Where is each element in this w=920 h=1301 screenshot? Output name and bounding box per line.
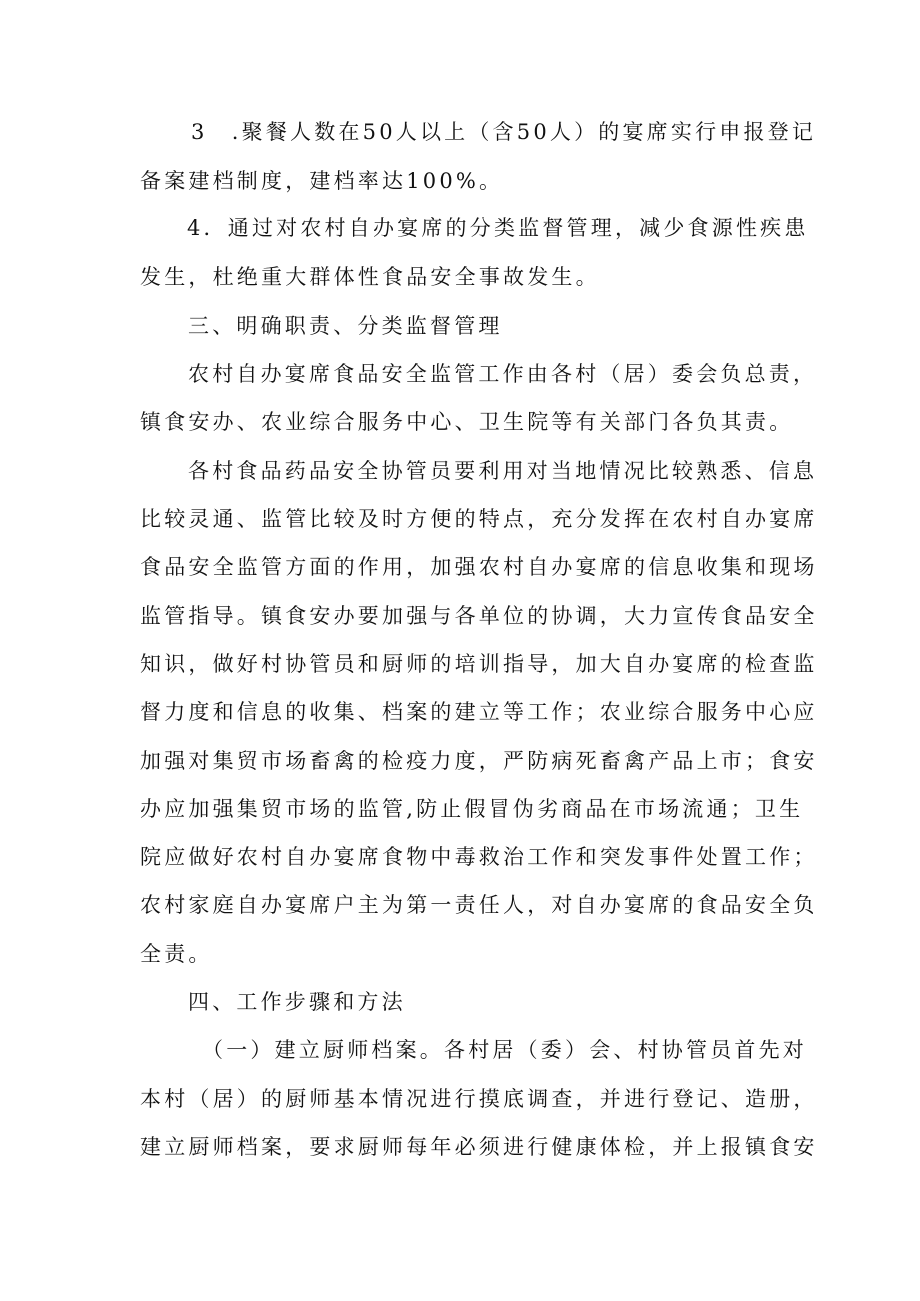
text-line: 全责。 [140, 942, 213, 966]
text-line: 加强对集贸市场畜禽的检疫力度，严防病死畜禽产品上市；食安 [140, 749, 818, 773]
text-line: 本村（居）的厨师基本情况进行摸底调查，并进行登记、造册， [140, 1087, 818, 1111]
section-heading: 三、明确职责、分类监督管理 [188, 314, 503, 338]
text-line: 4．通过对农村自办宴席的分类监督管理，减少食源性疾患 [187, 216, 809, 240]
text-line: 农村自办宴席食品安全监管工作由各村（居）委会负总责， [188, 362, 818, 386]
text-line: 监管指导。镇食安办要加强与各单位的协调，大力宣传食品安全 [140, 604, 818, 628]
text-line: 比较灵通、监管比较及时方便的特点，充分发挥在农村自办宴席 [140, 507, 818, 531]
text-line: 备案建档制度，建档率达100%。 [140, 169, 504, 193]
text-line: 发生，杜绝重大群体性食品安全事故发生。 [140, 265, 600, 289]
text-line: 镇食安办、农业综合服务中心、卫生院等有关部门各负其责。 [140, 410, 794, 434]
text-line: 各村食品药品安全协管员要利用对当地情况比较熟悉、信息 [188, 459, 818, 483]
text-line: （一）建立厨师档案。各村居（委）会、村协管员首先对 [202, 1038, 807, 1062]
text-line: 知识，做好村协管员和厨师的培训指导，加大自办宴席的检查监 [140, 652, 818, 676]
section-heading: 四、工作步骤和方法 [188, 990, 406, 1014]
text-line: 院应做好农村自办宴席食物中毒救治工作和突发事件处置工作； [140, 845, 818, 869]
text-line: 建立厨师档案，要求厨师每年必须进行健康体检，并上报镇食安 [140, 1135, 818, 1159]
text-line: 督力度和信息的收集、档案的建立等工作；农业综合服务中心应 [140, 700, 818, 724]
text-line: 3 .聚餐人数在50人以上（含50人）的宴席实行申报登记 [191, 120, 817, 144]
text-line: 农村家庭自办宴席户主为第一责任人，对自办宴席的食品安全负 [140, 893, 818, 917]
text-line: 食品安全监管方面的作用，加强农村自办宴席的信息收集和现场 [140, 555, 818, 579]
text-line: 办应加强集贸市场的监管,防止假冒伪劣商品在市场流通；卫生 [140, 797, 804, 821]
